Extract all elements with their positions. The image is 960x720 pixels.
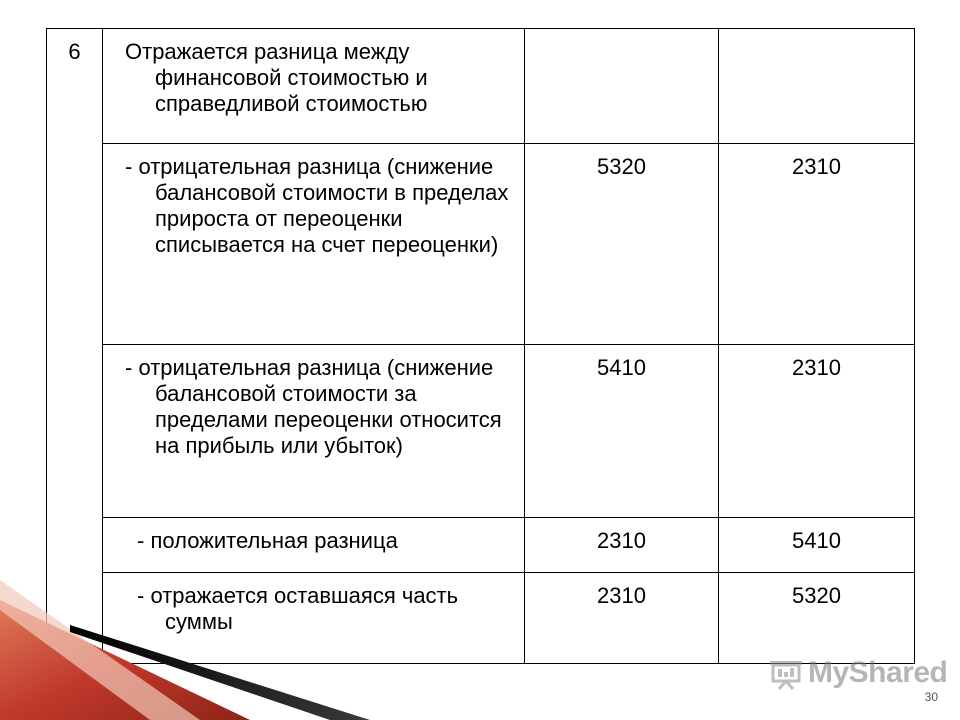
logo-text: MyShared [808,656,948,689]
description-text: Отражается разница между финансовой стоимостью и справедливой стоимостью [125,39,428,116]
table-row [47,518,915,573]
row-number-cell: 6 [47,29,103,664]
debit-cell: 5320 [525,144,719,345]
table-row [47,345,915,518]
description-cell [103,29,525,144]
debit-cell: 5410 [525,345,719,518]
presentation-board-icon [768,655,804,691]
description-text: - отрицательная разница (снижение балансовой стоимости за пределами переоценки относится на прибыль или убыток) [125,355,502,458]
debit-cell [525,29,719,144]
credit-cell: 5410 [719,518,915,573]
page-number: 30 [924,690,938,704]
table-row [47,144,915,345]
debit-cell: 2310 [525,518,719,573]
credit-cell: 2310 [719,345,915,518]
myshared-logo [768,655,947,691]
credit-cell: 5320 [719,573,915,664]
credit-cell: 2310 [719,144,915,345]
description-text: - отрицательная разница (снижение балансовой стоимости в пределах прироста от переоценки списывается на счет переоценки) [125,154,509,257]
corner-ribbon-decoration [0,580,380,720]
description-cell [103,518,525,573]
table-row [47,29,915,144]
description-cell [103,144,525,345]
description-text: - положительная разница [137,528,398,553]
debit-cell: 2310 [525,573,719,664]
credit-cell [719,29,915,144]
description-cell [103,345,525,518]
posting-table [46,28,915,664]
description-text: - отражается оставшаяся часть суммы [137,583,459,634]
